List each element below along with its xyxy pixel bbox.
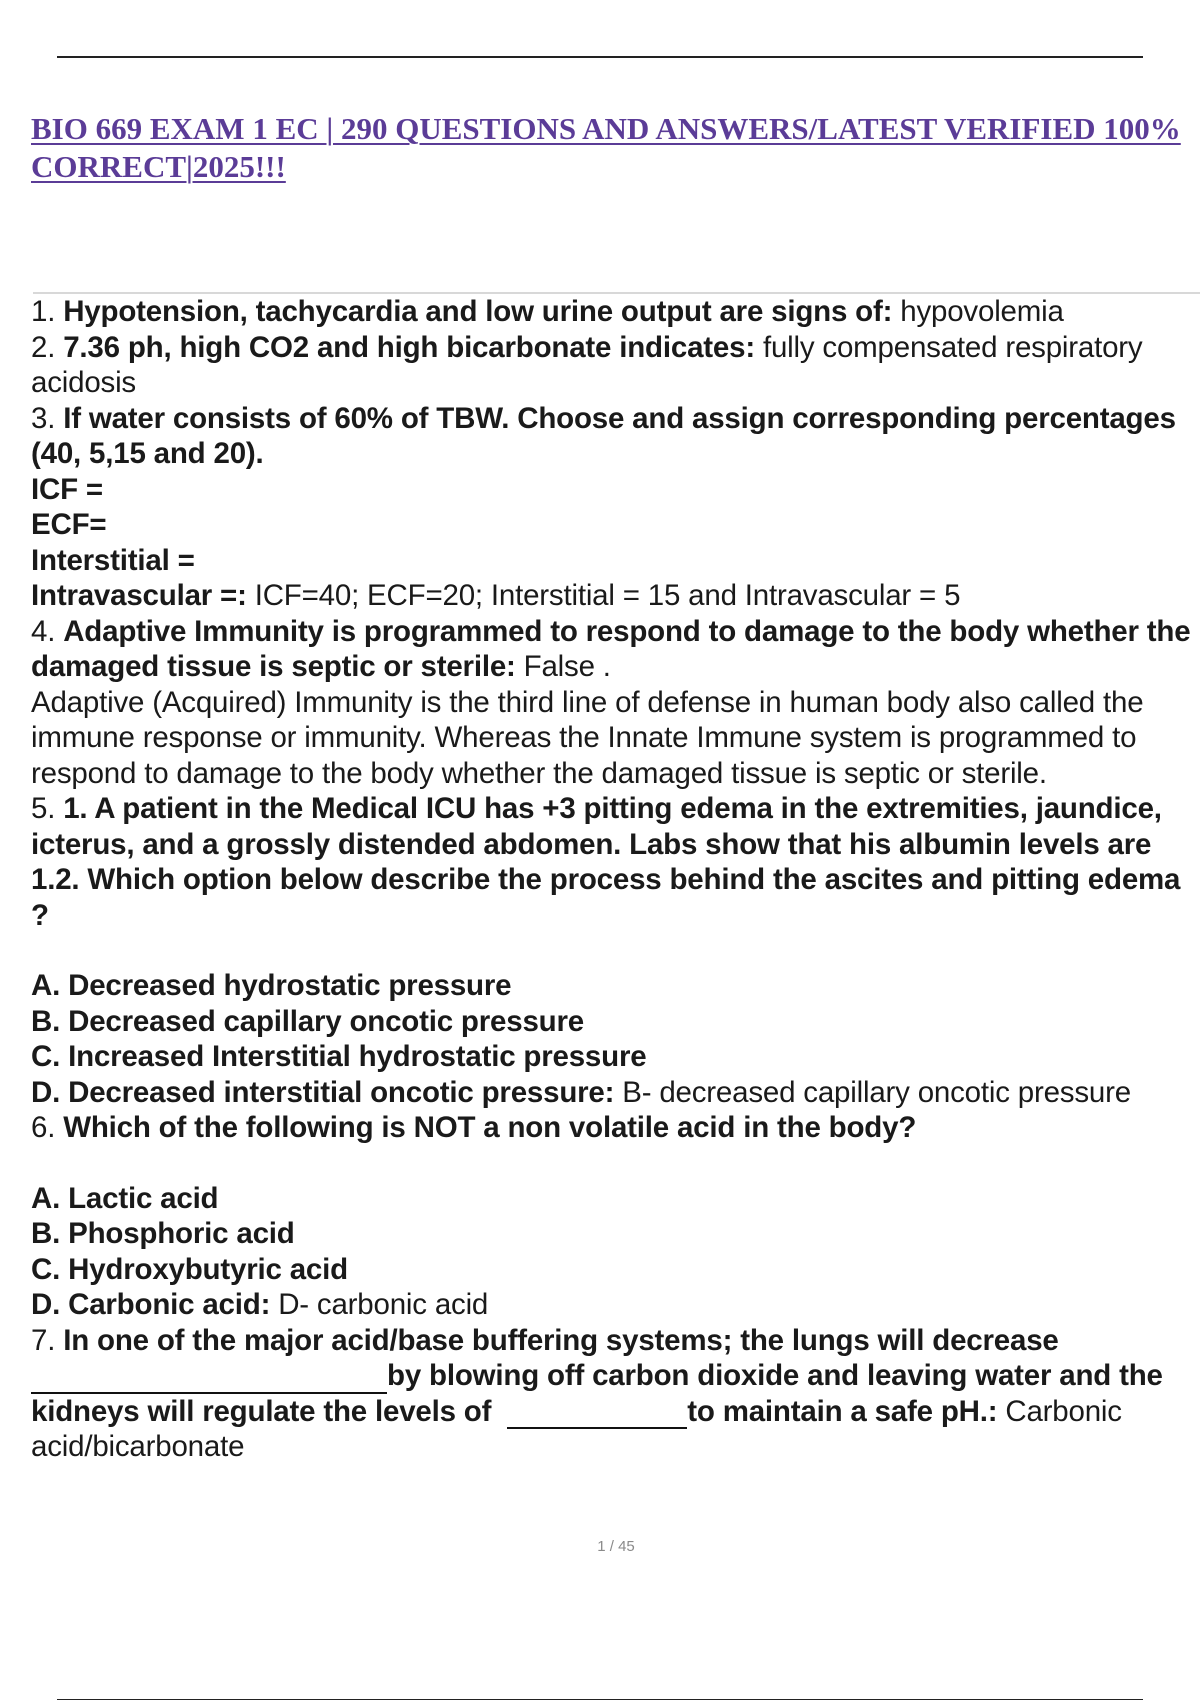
q5-option-a: A. Decreased hydrostatic pressure <box>31 969 512 1002</box>
question-text: 7.36 ph, high CO2 and high bicarbonate indicates: <box>63 330 755 364</box>
fill-in-blank-1 <box>31 1362 387 1394</box>
question-number: 1. <box>31 295 56 328</box>
question-number: 6. <box>31 1111 56 1144</box>
q5-option-d <box>31 1075 1197 1111</box>
q6-option-a: A. Lactic acid <box>31 1181 219 1215</box>
spacer <box>31 933 1197 968</box>
question-text: Which of the following is NOT a non volatile acid in the body? <box>63 1111 917 1144</box>
q4-explanation: Adaptive (Acquired) Immunity is the third line of defense in human body also called the immune response or immunity. Whereas the Innate Immune system is programmed to respond to damage to the body whether the damaged tissue is septic or sterile. <box>31 685 1144 790</box>
question-text-part-2: by blowing off carbon dioxide and leaving water and the kidneys will regulate the levels of <box>31 1359 1163 1428</box>
title-line-2: CORRECT|2025!!! <box>31 149 286 184</box>
q3-interstitial-line: Interstitial = <box>31 543 195 577</box>
question-text-part-3: to maintain a safe pH.: <box>687 1394 998 1428</box>
title-line-1: BIO 669 EXAM 1 EC | 290 QUESTIONS AND ANSWERS/LATEST VERIFIED 100% <box>31 111 1181 146</box>
fill-in-blank-2 <box>507 1397 687 1429</box>
q3-icf-line: ICF = <box>31 472 103 506</box>
qa-content <box>31 294 1197 1465</box>
q6-option-b: B. Phosphoric acid <box>31 1217 295 1250</box>
question-text: If water consists of 60% of TBW. Choose and assign corresponding percentages (40, 5,15 and 20). <box>31 401 1176 470</box>
q3-intravascular-line <box>31 578 1197 614</box>
question-4 <box>31 614 1197 685</box>
question-5 <box>31 791 1197 933</box>
question-text: Hypotension, tachycardia and low urine output are signs of: <box>63 295 893 328</box>
q6-option-d <box>31 1287 1197 1323</box>
q5-option-b: B. Decreased capillary oncotic pressure <box>31 1004 584 1038</box>
question-text: 1. A patient in the Medical ICU has +3 pitting edema in the extremities, jaundice, icterus, and a grossly distended abdomen. Labs show that his albumin levels are 1.2. Which option below describe the process behind the ascites and pitting edema ? <box>31 792 1181 932</box>
page-number: 1 / 45 <box>597 1538 635 1555</box>
question-number: 7. <box>31 1323 56 1357</box>
question-text: Intravascular =: <box>31 579 247 612</box>
question-3 <box>31 401 1197 472</box>
answer-text: False . <box>523 650 611 683</box>
question-1 <box>31 294 1197 330</box>
document-title <box>31 110 1200 186</box>
question-number: 3. <box>31 401 56 435</box>
answer-text: hypovolemia <box>900 295 1064 328</box>
question-2 <box>31 330 1197 401</box>
q6-option-c: C. Hydroxybutyric acid <box>31 1252 348 1286</box>
question-6 <box>31 1110 1197 1146</box>
answer-text: Carbonic acid/bicarbonate <box>31 1394 1122 1463</box>
q3-ecf-line: ECF= <box>31 508 107 541</box>
question-text-part-1: In one of the major acid/base buffering systems; the lungs will decrease <box>63 1323 1059 1357</box>
question-text: Adaptive Immunity is programmed to respond to damage to the body whether the damaged tissue is septic or sterile: <box>31 614 1191 683</box>
answer-text: fully compensated respiratory acidosis <box>31 330 1143 399</box>
option-text: D. Carbonic acid: <box>31 1288 271 1321</box>
answer-text: ICF=40; ECF=20; Interstitial = 15 and Intravascular = 5 <box>254 579 961 612</box>
spacer <box>31 1146 1197 1181</box>
question-number: 4. <box>31 614 56 648</box>
option-text: D. Decreased interstitial oncotic pressure: <box>31 1075 615 1109</box>
top-rule <box>57 56 1143 58</box>
q5-option-c: C. Increased Interstitial hydrostatic pressure <box>31 1040 647 1073</box>
question-number: 5. <box>31 792 56 825</box>
answer-text: D- carbonic acid <box>278 1288 489 1321</box>
question-7 <box>31 1323 1197 1465</box>
question-number: 2. <box>31 330 56 364</box>
answer-text: B- decreased capillary oncotic pressure <box>622 1075 1131 1109</box>
